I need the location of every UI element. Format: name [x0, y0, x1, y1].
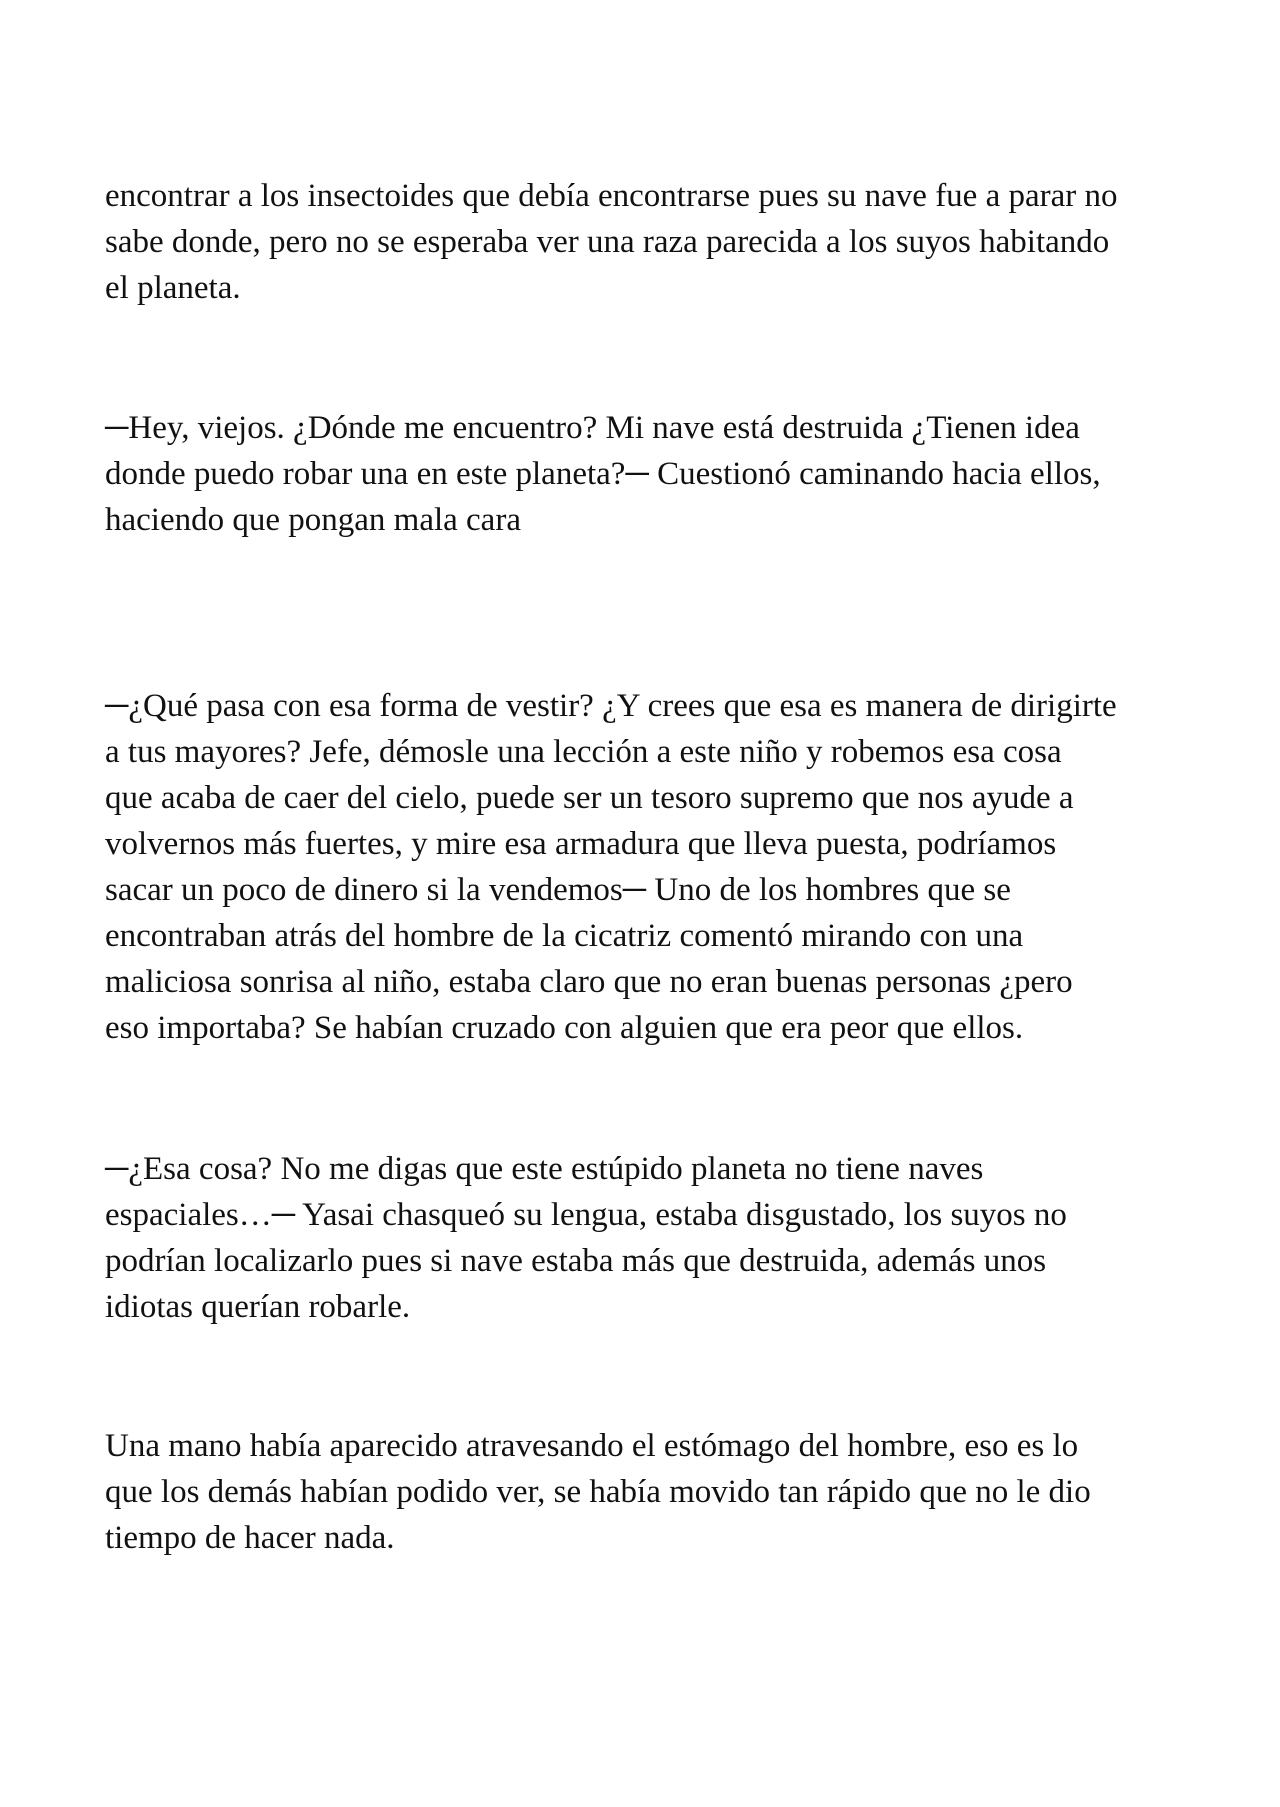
paragraph-5: Una mano había aparecido atravesando el estómago del hombre, eso es lo que los demás habían podido ver, se había movido tan rápido que no le dio tiempo de hacer nada.	[105, 1428, 1091, 1556]
paragraph-2: ─Hey, viejos. ¿Dónde me encuentro? Mi nave está destruida ¿Tienen idea donde puedo robar una en este planeta?─ Cuestionó caminando hacia ellos, haciendo que pongan mala cara	[105, 410, 1101, 538]
paragraph-4: ─¿Esa cosa? No me digas que este estúpido planeta no tiene naves espaciales…─ Yasai chasqueó su lengua, estaba disgustado, los suyos no podrían localizarlo pues si nave estaba más que destruida, además unos idiotas querían robarle.	[105, 1151, 1067, 1325]
paragraph-3: ─¿Qué pasa con esa forma de vestir? ¿Y crees que esa es manera de dirigirte a tus mayores? Jefe, démosle una lección a este niño y robemos esa cosa que acaba de caer del cielo, puede ser un tesoro supremo que nos ayude a volvernos más fuertes, y mire esa armadura que lleva puesta, podríamos sacar un poco de dinero si la vendemos─ Uno de los hombres que se encontraban atrás del hombre de la cicatriz comentó mirando con una maliciosa sonrisa al niño, estaba claro que no eran buenas personas ¿pero eso importaba? Se habían cruzado con alguien que era peor que ellos.	[105, 688, 1117, 1046]
paragraph-1: encontrar a los insectoides que debía encontrarse pues su nave fue a parar no sabe donde, pero no se esperaba ver una raza parecida a los suyos habitando el planeta.	[105, 178, 1118, 306]
